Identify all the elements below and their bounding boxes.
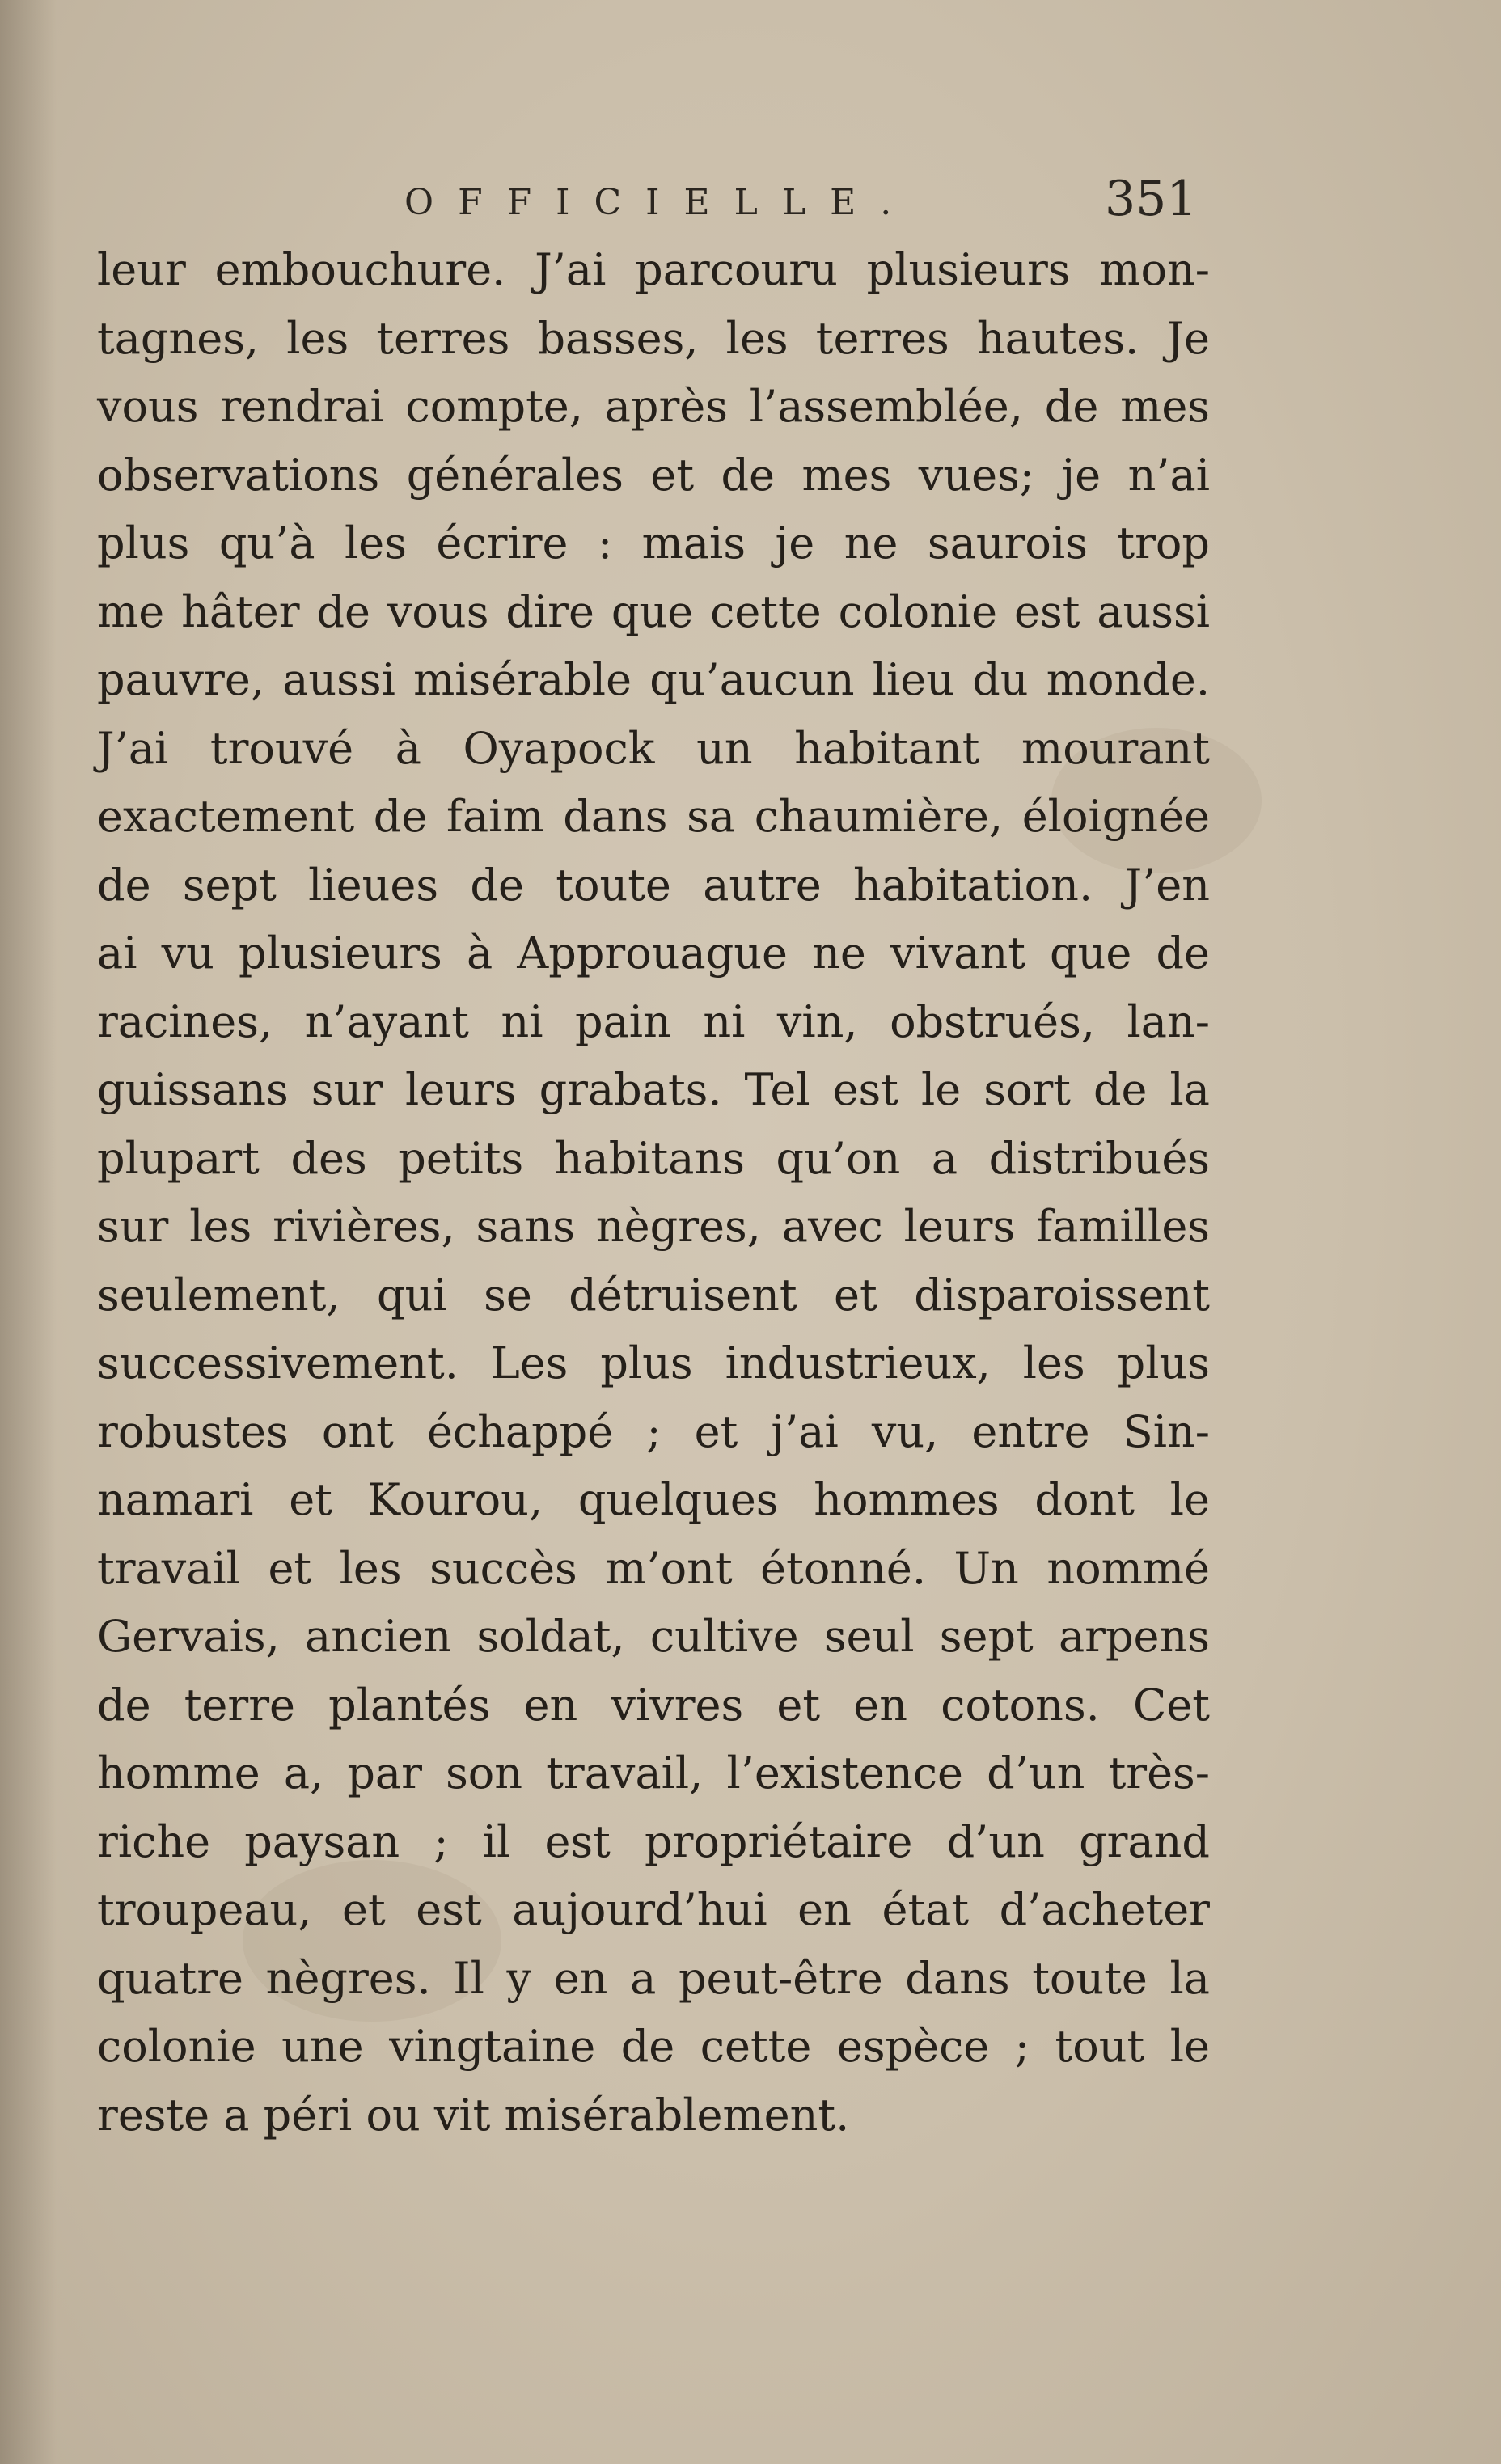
text-line: reste a péri ou vit misérablement. (97, 2089, 850, 2141)
text-line: sur les rivières, sans nègres, avec leurs familles (97, 1201, 1210, 1252)
text-line: travail et les succès m’ont étonné. Un nommé (97, 1542, 1210, 1594)
text-line: de sept lieues de toute autre habitation. J’en (97, 859, 1210, 911)
text-line: namari et Kourou, quelques hommes dont le (97, 1474, 1210, 1525)
page-number: 351 (1105, 171, 1198, 227)
text-line: seulement, qui se détruisent et disparoissent (97, 1269, 1210, 1321)
text-line: racines, n’ayant ni pain ni vin, obstrués, lan- (97, 995, 1210, 1047)
text-line: colonie une vingtaine de cette espèce ; tout le (97, 2021, 1210, 2072)
text-line: homme a, par son travail, l’existence d’un très- (97, 1748, 1210, 1798)
text-line: ai vu plusieurs à Approuague ne vivant que de (97, 928, 1210, 978)
page-header (94, 166, 1210, 230)
text-line: de terre plantés en vivres et en cotons. Cet (97, 1679, 1210, 1731)
text-line: leur embouchure. J’ai parcouru plusieurs mon- (97, 244, 1210, 295)
text-line: J’ai trouvé à Oyapock un habitant mourant (97, 722, 1210, 774)
text-line: exactement de faim dans sa chaumière, éloignée (97, 791, 1210, 842)
text-line: plupart des petits habitans qu’on a distribués (97, 1132, 1210, 1184)
text-line: robustes ont échappé ; et j’ai vu, entre Sin- (97, 1405, 1210, 1457)
text-line: observations générales et de mes vues; je n’ai (97, 449, 1210, 501)
text-line: quatre nègres. Il y en a peut-être dans toute la (97, 1952, 1210, 2004)
running-title: OFFICIELLE. (404, 182, 916, 223)
text-line: Gervais, ancien soldat, cultive seul sept arpens (97, 1611, 1210, 1662)
text-line: pauvre, aussi misérable qu’aucun lieu du monde. (97, 654, 1210, 705)
body-text (97, 236, 1210, 2149)
text-line: riche paysan ; il est propriétaire d’un grand (97, 1815, 1210, 1867)
text-line: vous rendrai compte, après l’assemblée, de mes (97, 381, 1210, 432)
gutter-shadow (0, 0, 57, 2464)
text-line: troupeau, et est aujourd’hui en état d’acheter (97, 1884, 1210, 1935)
text-line: me hâter de vous dire que cette colonie est aussi (97, 585, 1210, 637)
text-line: successivement. Les plus industrieux, les plus (97, 1338, 1210, 1388)
text-line: guissans sur leurs grabats. Tel est le sort de la (97, 1064, 1210, 1115)
text-line: plus qu’à les écrire : mais je ne saurois trop (97, 518, 1210, 568)
text-line: tagnes, les terres basses, les terres hautes. Je (97, 312, 1210, 364)
